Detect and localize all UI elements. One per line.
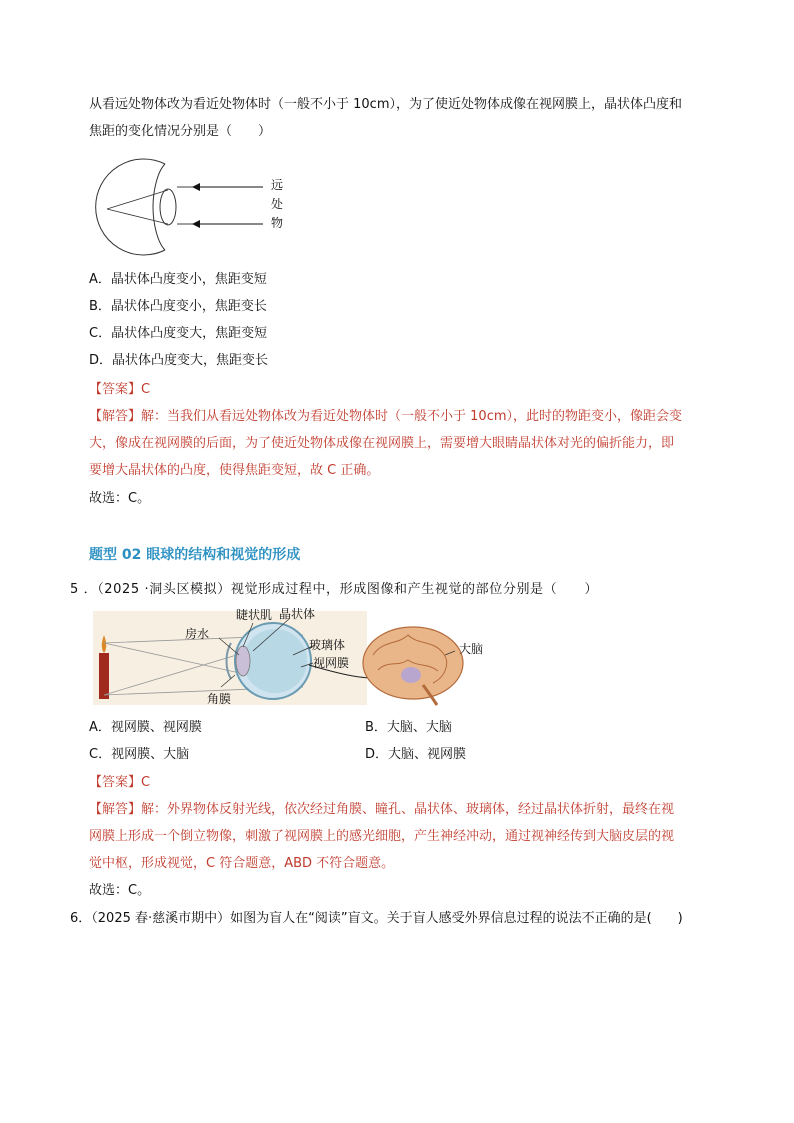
label-aqueous: 房水: [185, 627, 210, 641]
figure-label-1: 远: [271, 178, 284, 192]
q4-stem-line1: 从看远处物体改为看近处物体时（一般不小于 10cm），为了使近处物体成像在视网膜上，晶状体凸度和: [89, 97, 682, 112]
figure-label-3: 物: [271, 216, 284, 230]
q5-analysis-line3: 觉中枢，形成视觉，C 符合题意，ABD 不符合题意。: [89, 856, 395, 871]
vision-diagram: [93, 605, 484, 707]
analysis-text: 解：外界物体反射光线，依次经过角膜、瞳孔、晶状体、玻璃体，经过晶状体折射，最终在视: [141, 802, 675, 817]
label-ciliary-muscle: 睫状肌: [236, 608, 273, 622]
q4-option-d: D．晶状体凸度变大，焦距变长: [89, 353, 269, 368]
q6-stem: 6．（2025 春·慈溪市期中）如图为盲人在“阅读”盲文。关于盲人感受外界信息过程的说法不正确的是( ): [70, 911, 683, 926]
analysis-label: 【解答】: [89, 802, 142, 817]
q4-analysis-line2: 大，像成在视网膜的后面，为了使近处物体成像在视网膜上，需要增大眼睛晶状体对光的偏折能力，即: [89, 436, 675, 451]
label-vitreous: 玻璃体: [309, 638, 346, 652]
q5-answer: [89, 773, 150, 793]
q4-analysis-line3: 要增大晶状体的凸度，使得焦距变短，故 C 正确。: [89, 463, 380, 478]
q5-option-c: C．视网膜、大脑: [89, 747, 190, 762]
q5-stem: 5 ．（2025 ·洞头区模拟）视觉形成过程中，形成图像和产生视觉的部位分别是（ ）: [70, 582, 599, 597]
label-brain: 大脑: [459, 642, 484, 656]
label-retina: 视网膜: [313, 656, 350, 670]
label-cornea: 角膜: [207, 692, 232, 706]
q4-conclusion: 故选：C。: [89, 491, 151, 506]
answer-label: 【答案】: [89, 382, 142, 397]
eye-diagram: [95, 152, 295, 260]
section-title: 题型 02 眼球的结构和视觉的形成: [89, 547, 301, 563]
q4-option-a: A．晶状体凸度变小，焦距变短: [89, 272, 267, 287]
answer-value: C: [141, 382, 151, 397]
q5-analysis-line1: [89, 800, 674, 820]
figure-label-2: 处: [271, 197, 284, 211]
q4-analysis-line1: [89, 407, 682, 427]
q5-option-b: B．大脑、大脑: [365, 720, 452, 735]
q5-option-d: D．大脑、视网膜: [365, 747, 467, 762]
q5-option-a: A．视网膜、视网膜: [89, 720, 202, 735]
analysis-label: 【解答】: [89, 409, 142, 424]
q4-option-b: B．晶状体凸度变小，焦距变长: [89, 299, 267, 314]
q4-option-c: C．晶状体凸度变大，焦距变短: [89, 326, 268, 341]
label-lens: 晶状体: [279, 607, 316, 621]
answer-label: 【答案】: [89, 775, 142, 790]
q4-stem-line2: 焦距的变化情况分别是（ ）: [89, 124, 272, 139]
q5-analysis-line2: 网膜上形成一个倒立物像，刺激了视网膜上的感光细胞，产生神经冲动，通过视神经传到大脑皮层的视: [89, 829, 675, 844]
answer-value: C: [141, 775, 151, 790]
analysis-text: 解：当我们从看远处物体改为看近处物体时（一般不小于 10cm），此时的物距变小，像距会变: [141, 409, 683, 424]
q4-answer: [89, 380, 150, 400]
q5-conclusion: 故选：C。: [89, 883, 151, 898]
